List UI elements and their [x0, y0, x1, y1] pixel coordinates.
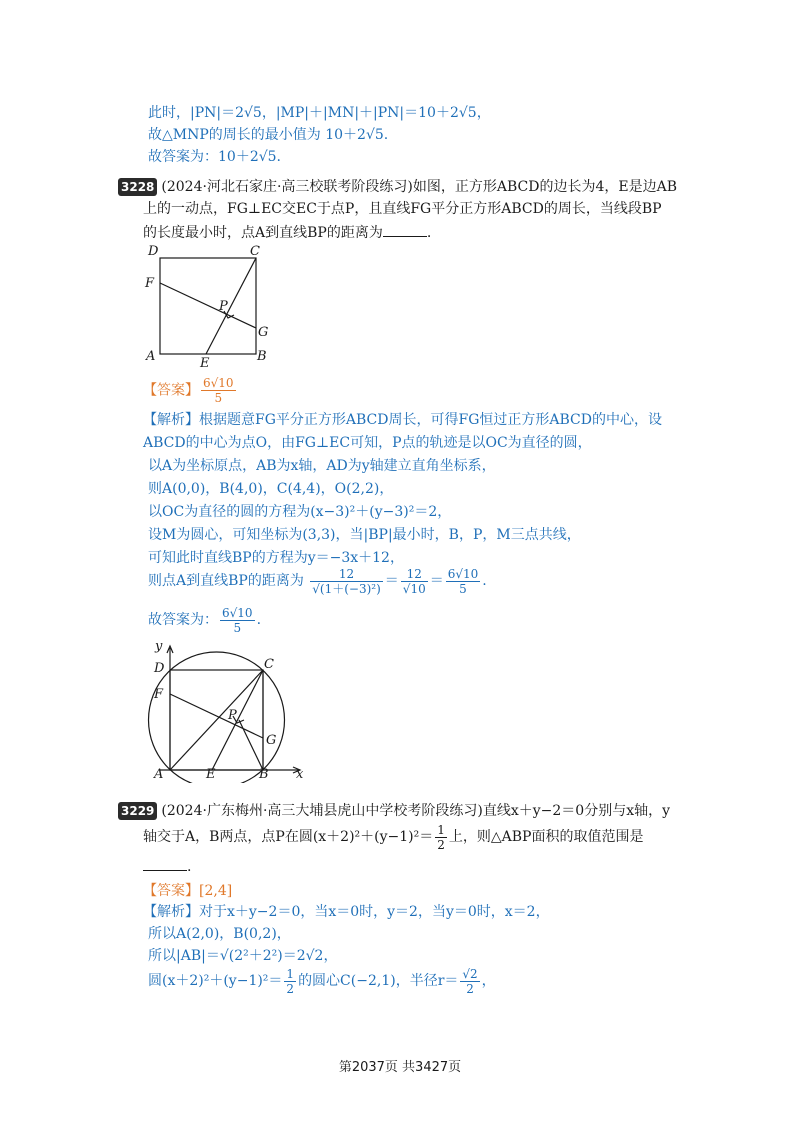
question-text: 轴交于A，B两点，点P在圆(x＋2)²＋(y−1)²＝ — [143, 829, 434, 845]
analysis-line — [143, 410, 662, 430]
fraction — [284, 967, 296, 996]
fraction-numerator: 12 — [310, 567, 383, 582]
label-G: G — [266, 733, 277, 748]
analysis-text: 设M为圆心，可知坐标为(3,3)，当|BP|最小时，B，P，M三点共线， — [148, 527, 581, 543]
question-number: 3228 — [118, 178, 157, 196]
question-text: (2024·广东梅州·高三大埔县虎山中学校考阶段练习)直线x＋y−2＝0分别与x轴，y — [161, 803, 671, 819]
answer-tag: 【答案】 — [143, 382, 199, 399]
circle-line — [148, 966, 496, 996]
text-line: 此时，|PN|＝2√5，|MP|＋|MN|＋|PN|＝10＋2√5， — [148, 105, 491, 121]
label-E: E — [206, 767, 216, 782]
fraction-denominator: 2 — [286, 981, 295, 996]
fraction-numerator: √2 — [462, 966, 478, 981]
analysis-text: 可知此时直线BP的方程为y＝−3x＋12， — [148, 550, 404, 566]
question-text: 上的一动点，FG⊥EC交EC于点P，且直线FG平分正方形ABCD的周长，当线段BP — [143, 201, 662, 217]
fraction-denominator: 5 — [214, 391, 223, 405]
fraction — [460, 967, 479, 996]
label-D: D — [154, 661, 165, 676]
label-D: D — [148, 244, 159, 259]
fraction-denominator: 5 — [459, 581, 467, 596]
fraction-numerator: 6√10 — [447, 566, 479, 581]
equals: ＝ — [429, 573, 444, 589]
fraction-denominator: √(1＋(−3)²) — [312, 581, 381, 596]
analysis-tag: 【解析】 — [143, 412, 199, 428]
question-3228-line — [118, 177, 677, 197]
analysis-text: 故答案为： — [148, 612, 218, 628]
answer-value: [2,4] — [199, 883, 233, 899]
punct: . — [426, 225, 432, 241]
punct: ， — [481, 973, 496, 989]
fraction-numerator: 1 — [437, 822, 445, 837]
analysis-text: 所以|AB|＝√(2²＋2²)＝2√2， — [148, 948, 338, 964]
label-x: x — [296, 767, 304, 782]
answer-fraction — [201, 376, 236, 405]
analysis-text: 圆(x＋2)²＋(y−1)²＝ — [148, 973, 283, 989]
answer-blank — [143, 856, 187, 871]
label-A: A — [154, 767, 164, 782]
label-G: G — [258, 325, 269, 340]
fraction-denominator: √10 — [402, 581, 426, 596]
analysis-text: 则点A到直线BP的距离为 — [148, 573, 304, 589]
answer-line — [143, 881, 232, 901]
label-y: y — [155, 639, 163, 654]
punct: . — [482, 573, 487, 589]
page-footer: 第2037页 共3427页 — [338, 1060, 462, 1075]
analysis-text: 所以A(2,0)，B(0,2)， — [148, 926, 291, 942]
fraction-denominator: 2 — [437, 837, 445, 852]
fraction — [310, 567, 383, 596]
punct: . — [187, 859, 192, 875]
label-C: C — [250, 244, 260, 259]
analysis-text: 根据题意FG平分正方形ABCD周长，可得FG恒过正方形ABCD的中心，设 — [199, 412, 662, 428]
fraction — [446, 567, 481, 596]
fraction-numerator: 12 — [401, 567, 428, 582]
question-text: (2024·河北石家庄·高三校联考阶段练习)如图，正方形ABCD的边长为4，E是边AB — [161, 179, 677, 195]
fraction-numerator: 6√10 — [222, 605, 253, 620]
label-P: P — [219, 299, 228, 314]
question-text: 上，则△ABP面积的取值范围是 — [448, 829, 644, 845]
label-P: P — [228, 708, 237, 723]
fraction-denominator: 5 — [233, 620, 242, 635]
analysis-text: 的圆心C(−2,1)，半径r＝ — [298, 973, 459, 989]
analysis-text: 则A(0,0)，B(4,0)，C(4,4)，O(2,2)， — [148, 481, 394, 497]
analysis-tag: 【解析】 — [143, 904, 199, 920]
equals: ＝ — [384, 573, 399, 589]
question-number: 3229 — [118, 802, 157, 820]
punct: . — [256, 612, 262, 628]
analysis-text: 对于x＋y−2＝0，当x＝0时，y＝2，当y＝0时，x＝2， — [199, 904, 550, 920]
label-B: B — [259, 767, 269, 782]
text-line: 故△MNP的周长的最小值为 10＋2√5. — [148, 127, 389, 143]
label-E: E — [200, 356, 210, 370]
answer-tag: 【答案】 — [143, 883, 199, 899]
question-blank-line — [143, 856, 191, 877]
fraction — [435, 823, 447, 852]
question-text-line — [143, 822, 643, 852]
circle-figure-2 — [140, 628, 320, 783]
label-F: F — [154, 687, 164, 702]
fraction-numerator: 6√10 — [203, 376, 234, 390]
label-B: B — [257, 349, 267, 364]
label-A: A — [146, 349, 156, 364]
analysis-text: 以OC为直径的圆的方程为(x−3)²＋(y−3)²＝2， — [148, 504, 452, 520]
distance-formula-line — [148, 566, 487, 596]
answer-blank — [383, 222, 427, 237]
question-3229-line — [118, 801, 670, 821]
label-C: C — [264, 657, 274, 672]
analysis-text: 以A为坐标原点，AB为x轴，AD为y轴建立直角坐标系， — [148, 458, 496, 474]
answer-line — [143, 376, 238, 405]
fraction-denominator: 2 — [466, 981, 474, 996]
square-figure-1 — [140, 240, 280, 370]
analysis-line — [143, 902, 550, 922]
analysis-text: ABCD的中心为点O，由FG⊥EC可知，P点的轨迹是以OC为直径的圆， — [143, 435, 592, 451]
text-line: 故答案为：10＋2√5. — [148, 149, 281, 165]
fraction-numerator: 1 — [286, 966, 295, 981]
fraction — [401, 567, 428, 596]
question-text: 的长度最小时，点A到直线BP的距离为 — [143, 225, 383, 241]
label-F: F — [145, 276, 155, 291]
